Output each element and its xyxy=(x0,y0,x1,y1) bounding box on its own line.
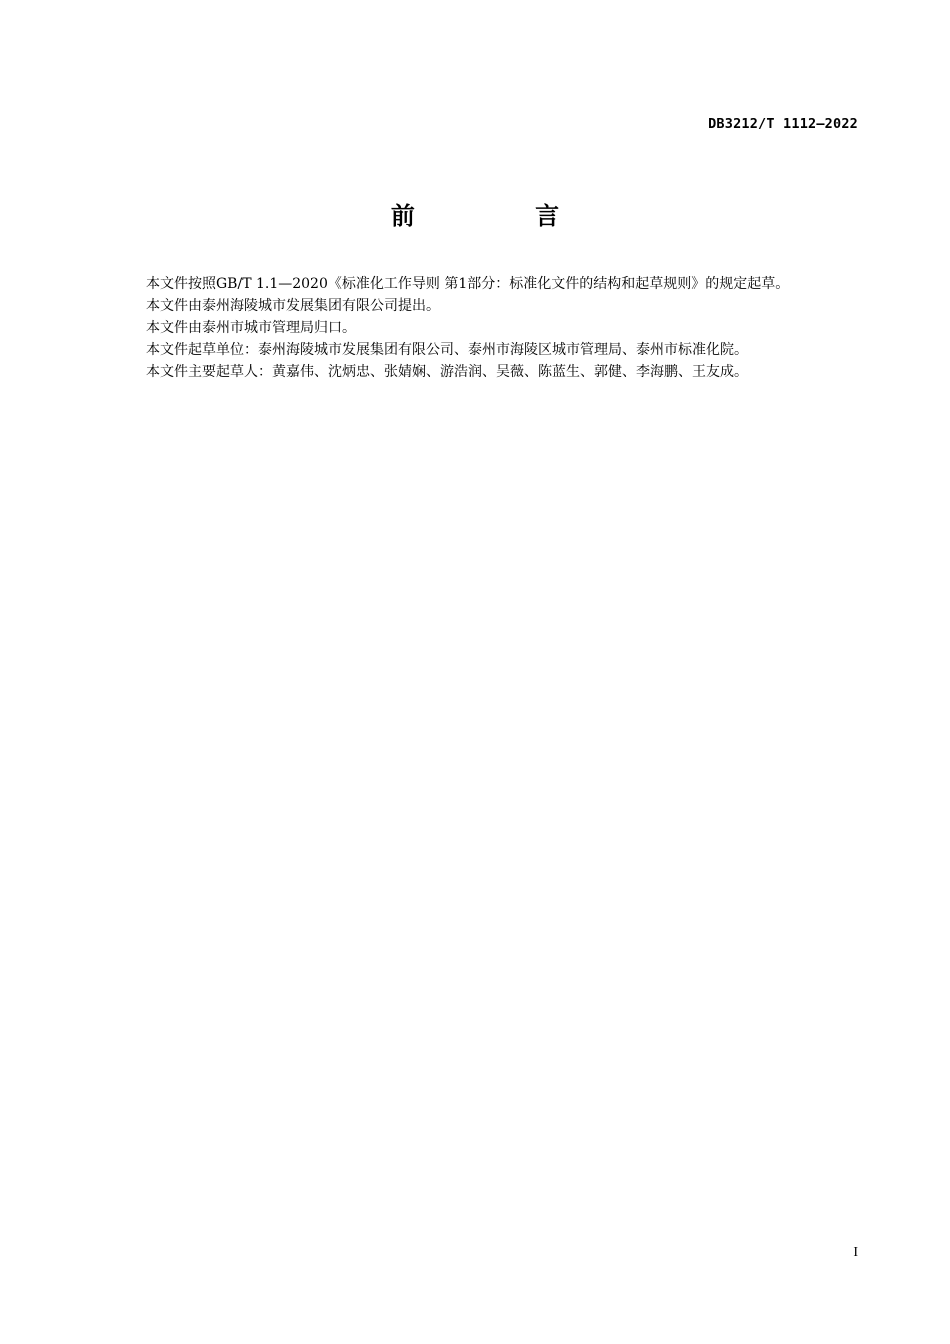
document-code: DB3212/T 1112—2022 xyxy=(708,116,858,132)
foreword-body xyxy=(118,273,858,383)
page-number: I xyxy=(853,1245,858,1260)
page-title: 前 言 xyxy=(390,202,616,230)
paragraph-drafting-rules: 本文件按照GB/T 1.1—2020《标准化工作导则 第1部分：标准化文件的结构和起草规则》的规定起草。 xyxy=(146,276,790,292)
paragraph-administrator: 本文件由泰州市城市管理局归口。 xyxy=(146,320,356,336)
paragraph-drafters: 本文件主要起草人：黄嘉伟、沈炳忠、张婧娴、游浩润、吴薇、陈蓝生、郭健、李海鹏、王友成。 xyxy=(146,364,748,380)
paragraph-drafting-units: 本文件起草单位：泰州海陵城市发展集团有限公司、泰州市海陵区城市管理局、泰州市标准化院。 xyxy=(146,342,748,358)
paragraph-proposer: 本文件由泰州海陵城市发展集团有限公司提出。 xyxy=(146,298,440,314)
